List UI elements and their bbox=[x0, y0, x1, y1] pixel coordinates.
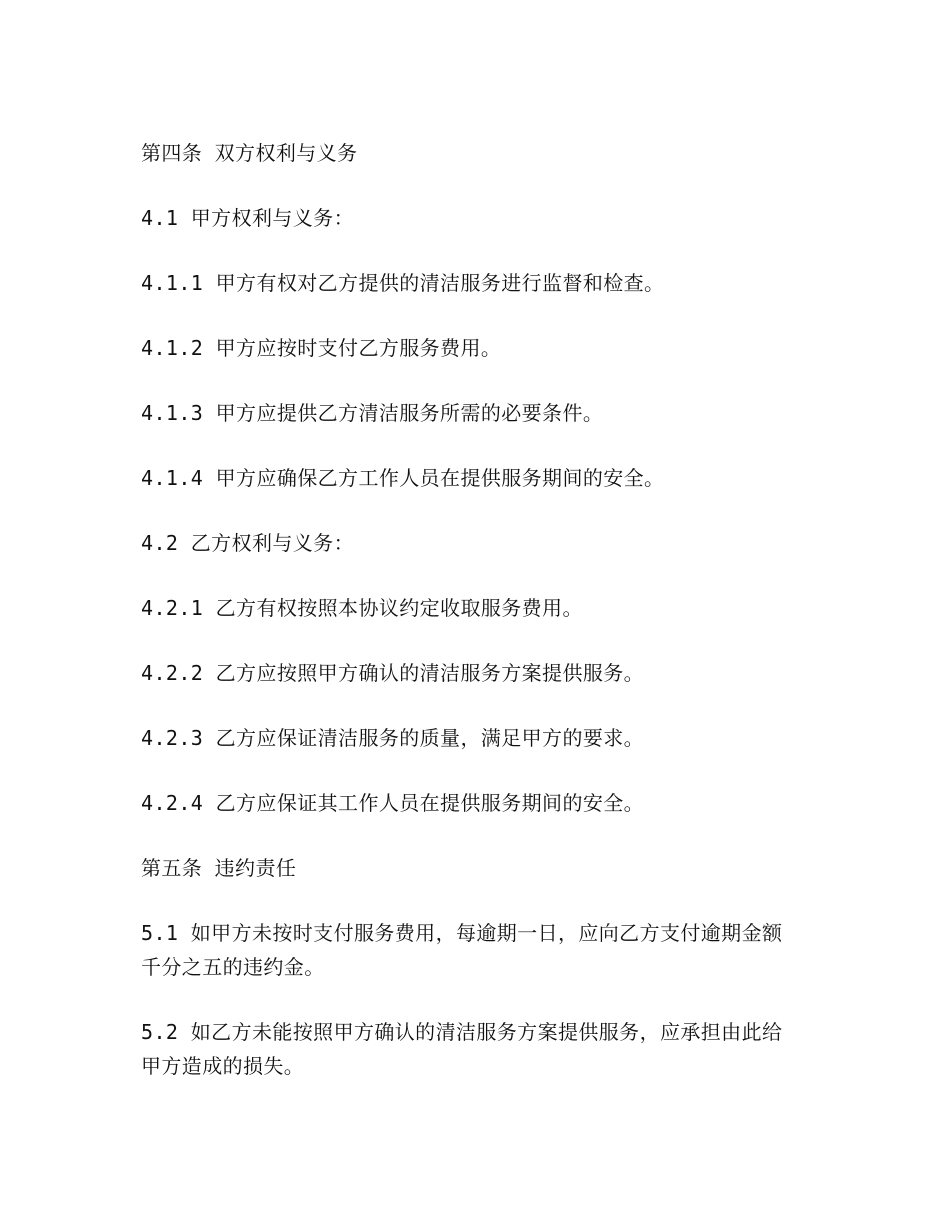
clause-5-1: 5.1 如甲方未按时支付服务费用，每逾期一日，应向乙方支付逾期金额千分之五的违约金。 bbox=[141, 921, 783, 979]
article-4-heading: 第四条 双方权利与义务 bbox=[141, 141, 358, 165]
clause-4-1-2: 4.1.2 甲方应按时支付乙方服务费用。 bbox=[141, 336, 502, 360]
clause-4-2-3: 4.2.3 乙方应保证清洁服务的质量，满足甲方的要求。 bbox=[141, 726, 645, 750]
clause-4-2-1: 4.2.1 乙方有权按照本协议约定收取服务费用。 bbox=[141, 596, 583, 620]
clause-4-1-heading: 4.1 甲方权利与义务： bbox=[141, 206, 354, 230]
clause-5-2: 5.2 如乙方未能按照甲方确认的清洁服务方案提供服务，应承担由此给甲方造成的损失。 bbox=[141, 1020, 783, 1078]
document-body bbox=[141, 136, 801, 1114]
clause-4-1-4: 4.1.4 甲方应确保乙方工作人员在提供服务期间的安全。 bbox=[141, 466, 665, 490]
article-5-heading: 第五条 违约责任 bbox=[141, 856, 297, 880]
clause-4-2-heading: 4.2 乙方权利与义务： bbox=[141, 531, 354, 555]
clause-4-1-1: 4.1.1 甲方有权对乙方提供的清洁服务进行监督和检查。 bbox=[141, 271, 665, 295]
clause-4-2-2: 4.2.2 乙方应按照甲方确认的清洁服务方案提供服务。 bbox=[141, 661, 645, 685]
clause-4-2-4: 4.2.4 乙方应保证其工作人员在提供服务期间的安全。 bbox=[141, 791, 645, 815]
clause-4-1-3: 4.1.3 甲方应提供乙方清洁服务所需的必要条件。 bbox=[141, 401, 604, 425]
